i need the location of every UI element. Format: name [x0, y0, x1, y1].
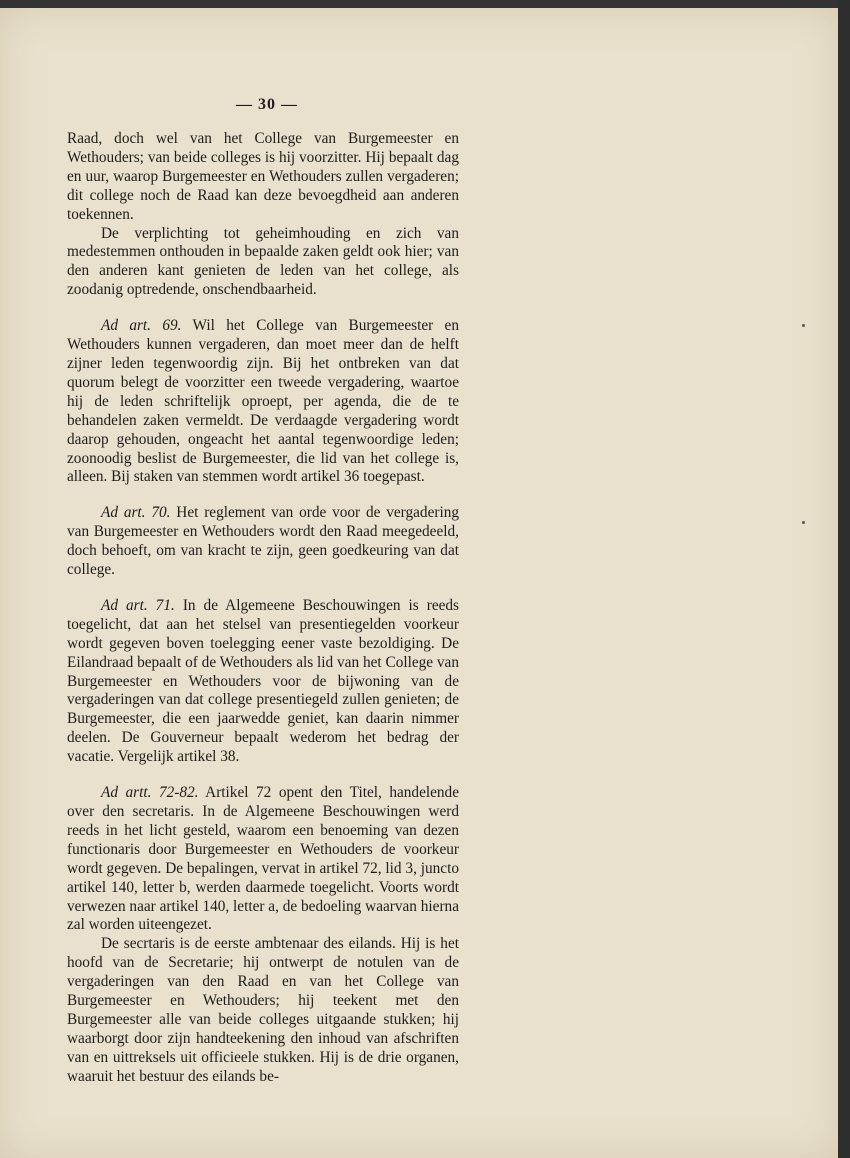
- paragraph-art-69: [67, 317, 459, 487]
- article-reference: Ad artt. 72-82.: [101, 784, 199, 802]
- paragraph-art-70: [67, 504, 459, 580]
- scan-speck: [802, 521, 805, 524]
- scan-speck: [802, 324, 805, 327]
- scan-right-edge: [838, 0, 850, 1158]
- paragraph: Raad, doch wel van het College van Burgemeester en Wethouders; van beide colleges is hij voorzitter. Hij bepaalt dag en uur, waarop Burgemeester en Wethouders zullen vergaderen; dit college noch de Raad kan deze bevoegdheid aan anderen toekennen.: [67, 130, 459, 223]
- paragraph-body: Het reglement van orde voor de vergadering van Burgemeester en Wethouders wordt den Raad meegedeeld, doch behoeft, om van kracht te zijn, geen goedkeuring van dat college.: [67, 504, 459, 579]
- document-page: [0, 8, 838, 1158]
- page-number: — 30 —: [236, 96, 298, 113]
- paragraph: De secrtaris is de eerste ambtenaar des eilands. Hij is het hoofd van de Secretarie; hij ontwerpt de notulen van de vergaderingen van den Raad en van het College van Burgemeester en Wethouders; hij teekent met den Burgemeester alle van beide colleges uitgaande stukken; hij waarborgt door zijn handteekening den inhoud van afschriften van en uittreksels uit officieele stukken. Hij is de drie organen, waaruit het bestuur des eilands be-: [67, 935, 459, 1085]
- paragraph-art-72-82: [67, 784, 459, 935]
- paragraph-art-71: [67, 597, 459, 767]
- paragraph-body: Wil het College van Burgemeester en Wethouders kunnen vergaderen, dan moet meer dan de helft zijner leden tegenwoordig zijn. Bij het ontbreken van dat quorum belegt de voorzitter een tweede vergadering, waartoe hij de leden schriftelijk oproept, per agenda, die de te behandelen zaken vermeldt. De verdaagde vergadering wordt daarop gehouden, ongeacht het aantal tegenwoordige leden; zoonoodig beslist de Burgemeester, die lid van het college is, alleen. Bij staken van stemmen wordt artikel 36 toegepast.: [67, 317, 459, 486]
- body-text: [67, 130, 459, 1087]
- article-reference: Ad art. 69.: [101, 317, 182, 335]
- scan-top-edge: [0, 0, 850, 8]
- paragraph-body: In de Algemeene Beschouwingen is reeds toegelicht, dat aan het stelsel van presentiegelden voorkeur wordt gegeven boven toelegging eener vaste bezoldiging. De Eilandraad bepaalt of de Wethouders als lid van het College van Burgemeester en Wethouders voor de bijwoning van de vergaderingen van dat college presentiegeld zullen genieten; de Burgemeester, die een jaarwedde geniet, kan daarin nimmer deelen. De Gouverneur bepaalt wederom het bedrag der vacatie. Vergelijk artikel 38.: [67, 596, 460, 766]
- paragraph-body: Artikel 72 opent den Titel, handelende over den secretaris. In de Algemeene Beschouwingen werd reeds in het licht gesteld, waarom een benoeming van dezen functionaris door Burgemeester en Wethouders de voorkeur wordt gegeven. De bepalingen, vervat in artikel 72, lid 3, juncto artikel 140, letter b, werden daarmede toegelicht. Voorts wordt verwezen naar artikel 140, letter a, de bedoeling waarvan hierna zal worden uiteengezet.: [67, 784, 459, 934]
- paragraph: De verplichting tot geheimhouding en zich van medestemmen onthouden in bepaalde zaken geldt ook hier; van den anderen kant genieten de leden van het college, als zoodanig optredende, onschendbaarheid.: [67, 224, 459, 299]
- article-reference: Ad art. 71.: [101, 596, 175, 614]
- article-reference: Ad art. 70.: [101, 504, 171, 522]
